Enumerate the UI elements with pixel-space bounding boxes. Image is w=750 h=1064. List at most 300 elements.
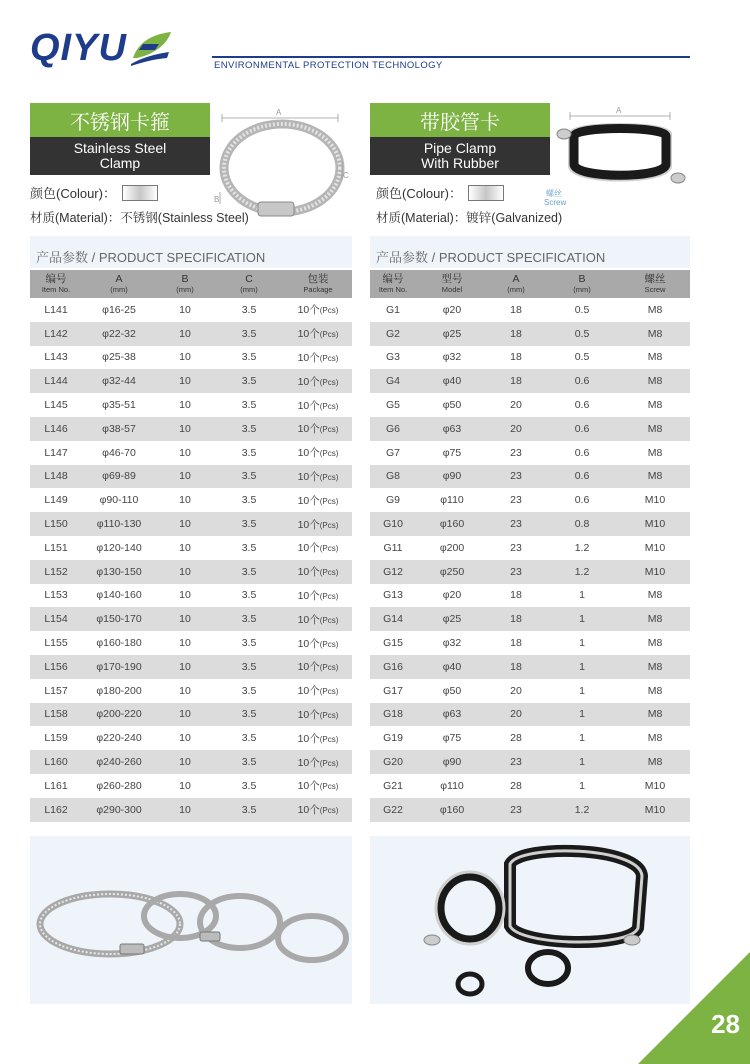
table-row: [370, 726, 690, 750]
table-cell: [416, 488, 488, 512]
column-header-title: C: [245, 272, 253, 285]
table-row: [370, 798, 690, 822]
cell-value: 10: [179, 422, 191, 435]
table-row: [30, 655, 352, 679]
table-cell: [30, 298, 82, 322]
table-cell: [620, 465, 690, 489]
table-cell: [30, 536, 82, 560]
table-cell: [82, 393, 156, 417]
cell-value: 10: [179, 470, 191, 483]
cell-value: 1: [579, 637, 585, 650]
table-cell: [488, 441, 544, 465]
table-cell: [416, 322, 488, 346]
table-cell: [488, 512, 544, 536]
table-cell: [156, 798, 214, 822]
cell-value: M8: [647, 422, 663, 435]
logo-leaf-icon: [129, 28, 173, 68]
cell-value: M8: [647, 708, 663, 721]
table-cell: [416, 417, 488, 441]
table-cell: [156, 322, 214, 346]
cell-value: φ250: [439, 565, 465, 578]
cell-value: φ40: [442, 375, 462, 388]
table-cell: [214, 298, 284, 322]
table-cell: [370, 441, 416, 465]
package-unit: (Pcs): [319, 520, 339, 530]
cell-value: 3.5: [241, 375, 257, 388]
column-header: [82, 270, 156, 298]
cell-value: G3: [385, 351, 400, 364]
cell-value: 10个: [297, 780, 320, 793]
table-cell: [82, 679, 156, 703]
table-cell: [156, 488, 214, 512]
cell-value: 28: [510, 732, 522, 745]
package-unit: (Pcs): [319, 496, 339, 506]
table-cell: [284, 726, 352, 750]
diagram-label-c: C: [343, 171, 349, 180]
cell-value: φ63: [442, 708, 462, 721]
right-colour-row: [376, 183, 504, 202]
cell-value: 10: [179, 494, 191, 507]
cell-value: 10个: [297, 732, 320, 745]
table-cell: [214, 488, 284, 512]
cell-value: φ40: [442, 660, 462, 673]
cell-value: 10个: [297, 685, 320, 698]
table-cell: [544, 631, 620, 655]
cell-value: G2: [385, 327, 400, 340]
cell-value: M8: [647, 446, 663, 459]
stainless-clamps-illustration: [30, 836, 352, 1004]
table-cell: [544, 798, 620, 822]
table-cell: [416, 560, 488, 584]
table-cell: [82, 774, 156, 798]
right-product-name-cn: 带胶管卡: [370, 103, 550, 137]
cell-value: φ130-150: [96, 565, 142, 578]
table-cell: [214, 417, 284, 441]
diagram-label-a-right: A: [616, 106, 622, 115]
table-cell: [620, 750, 690, 774]
table-cell: [284, 536, 352, 560]
left-spec-title: 产品参数 / PRODUCT SPECIFICATION: [36, 250, 266, 265]
package-unit: (Pcs): [319, 568, 339, 578]
table-cell: [30, 774, 82, 798]
package-unit: (Pcs): [319, 425, 339, 435]
column-header-subtitle: (mm): [176, 284, 194, 294]
cell-value: G5: [385, 399, 400, 412]
table-cell: [370, 298, 416, 322]
table-cell: [30, 726, 82, 750]
cell-value: M10: [644, 565, 666, 578]
right-product-name-en: [370, 137, 550, 175]
cell-value: 23: [510, 470, 522, 483]
table-row: [30, 441, 352, 465]
cell-value: 1: [579, 756, 585, 769]
table-cell: [544, 441, 620, 465]
table-cell: [620, 631, 690, 655]
cell-value: L143: [44, 351, 68, 364]
table-cell: [82, 488, 156, 512]
cell-value: 10个: [297, 708, 320, 721]
table-cell: [370, 679, 416, 703]
cell-value: M8: [647, 732, 663, 745]
cell-value: M8: [647, 399, 663, 412]
cell-value: 10: [179, 446, 191, 459]
table-cell: [370, 607, 416, 631]
cell-value: L149: [44, 494, 68, 507]
package-unit: (Pcs): [319, 615, 339, 625]
table-cell: [156, 750, 214, 774]
table-cell: [488, 798, 544, 822]
left-product-header: [30, 103, 210, 175]
table-cell: [620, 441, 690, 465]
table-cell: [488, 417, 544, 441]
cell-value: 10: [179, 613, 191, 626]
table-cell: [284, 417, 352, 441]
table-cell: [214, 322, 284, 346]
cell-value: M10: [644, 494, 666, 507]
table-cell: [284, 703, 352, 727]
table-row: [370, 512, 690, 536]
table-cell: [30, 417, 82, 441]
table-cell: [416, 536, 488, 560]
cell-value: 10个: [297, 447, 320, 460]
table-cell: [370, 703, 416, 727]
cell-value: L152: [44, 565, 68, 578]
column-header: [156, 270, 214, 298]
cell-value: 18: [510, 351, 522, 364]
table-cell: [416, 465, 488, 489]
package-unit: (Pcs): [319, 306, 339, 316]
cell-value: 18: [510, 589, 522, 602]
table-cell: [620, 703, 690, 727]
table-cell: [416, 750, 488, 774]
column-header-title: 编号: [382, 272, 404, 285]
table-cell: [284, 346, 352, 370]
cell-value: 10: [179, 684, 191, 697]
cell-value: 10个: [297, 756, 320, 769]
column-header: [214, 270, 284, 298]
table-cell: [620, 393, 690, 417]
table-cell: [156, 655, 214, 679]
table-cell: [488, 298, 544, 322]
table-cell: [30, 631, 82, 655]
table-row: [370, 655, 690, 679]
table-row: [30, 298, 352, 322]
cell-value: G16: [383, 660, 403, 673]
table-cell: [156, 536, 214, 560]
cell-value: φ200-220: [96, 708, 142, 721]
cell-value: 0.5: [574, 327, 590, 340]
cell-value: 10: [179, 660, 191, 673]
table-row: [30, 679, 352, 703]
cell-value: L161: [44, 779, 68, 792]
table-cell: [156, 441, 214, 465]
table-cell: [30, 465, 82, 489]
column-header-title: 型号: [441, 272, 463, 285]
column-header-subtitle: (mm): [110, 284, 128, 294]
cell-value: φ90: [442, 756, 462, 769]
cell-value: φ110: [440, 779, 464, 792]
column-header: [544, 270, 620, 298]
table-cell: [488, 679, 544, 703]
cell-value: φ260-280: [96, 779, 142, 792]
cell-value: L144: [44, 375, 68, 388]
table-cell: [284, 798, 352, 822]
column-header: [284, 270, 352, 298]
cell-value: 3.5: [241, 779, 257, 792]
cell-value: φ63: [442, 422, 462, 435]
cell-value: G8: [385, 470, 400, 483]
cell-value: 10个: [297, 518, 320, 531]
column-header-subtitle: (mm): [507, 284, 525, 294]
table-cell: [284, 369, 352, 393]
cell-value: φ160-180: [96, 637, 142, 650]
table-cell: [82, 298, 156, 322]
cell-value: 20: [510, 684, 522, 697]
cell-value: φ50: [442, 684, 462, 697]
table-cell: [82, 346, 156, 370]
table-row: [370, 560, 690, 584]
table-cell: [156, 584, 214, 608]
table-row: [30, 512, 352, 536]
table-cell: [214, 798, 284, 822]
table-cell: [416, 346, 488, 370]
cell-value: G10: [383, 518, 403, 531]
cell-value: 10: [179, 518, 191, 531]
column-header: [30, 270, 82, 298]
cell-value: 10个: [297, 375, 320, 388]
cell-value: G19: [383, 732, 403, 745]
table-cell: [30, 655, 82, 679]
cell-value: 20: [510, 399, 522, 412]
cell-value: 10: [179, 541, 191, 554]
cell-value: M8: [647, 351, 663, 364]
package-unit: (Pcs): [319, 639, 339, 649]
cell-value: 3.5: [241, 518, 257, 531]
cell-value: 10: [179, 375, 191, 388]
table-cell: [214, 369, 284, 393]
table-cell: [214, 631, 284, 655]
cell-value: 10个: [297, 351, 320, 364]
cell-value: L155: [44, 637, 68, 650]
package-unit: (Pcs): [319, 544, 339, 554]
package-unit: (Pcs): [319, 758, 339, 768]
table-cell: [544, 726, 620, 750]
right-material-label: 材质(Material)：: [376, 211, 467, 225]
cell-value: φ140-160: [96, 589, 142, 602]
cell-value: φ200: [439, 541, 465, 554]
table-cell: [284, 465, 352, 489]
cell-value: 20: [510, 708, 522, 721]
table-row: [370, 488, 690, 512]
cell-value: φ220-240: [96, 732, 142, 745]
cell-value: 10: [179, 803, 191, 816]
cell-value: 3.5: [241, 637, 257, 650]
table-cell: [30, 584, 82, 608]
left-colour-label: 颜色(Colour)：: [30, 186, 116, 201]
cell-value: 1.2: [574, 541, 590, 554]
column-header-subtitle: Model: [441, 284, 463, 294]
table-cell: [82, 750, 156, 774]
table-cell: [544, 346, 620, 370]
cell-value: 3.5: [241, 351, 257, 364]
left-product-name-en-line1: Stainless Steel: [73, 140, 167, 156]
cell-value: 18: [510, 303, 522, 316]
cell-value: 23: [510, 541, 522, 554]
cell-value: L160: [44, 756, 68, 769]
cell-value: 3.5: [241, 803, 257, 816]
package-unit: (Pcs): [319, 806, 339, 816]
right-material-row: [376, 208, 562, 226]
cell-value: φ160: [439, 518, 465, 531]
cell-value: 0.6: [574, 494, 590, 507]
table-cell: [416, 584, 488, 608]
cell-value: 3.5: [241, 303, 257, 316]
cell-value: L157: [44, 684, 68, 697]
table-cell: [416, 607, 488, 631]
cell-value: 3.5: [241, 756, 257, 769]
left-material-value: 不锈钢(Stainless Steel): [120, 211, 249, 225]
table-row: [370, 774, 690, 798]
table-cell: [156, 726, 214, 750]
package-unit: (Pcs): [319, 472, 339, 482]
cell-value: 10: [179, 399, 191, 412]
table-cell: [544, 703, 620, 727]
cell-value: φ50: [442, 399, 462, 412]
table-cell: [30, 560, 82, 584]
table-cell: [544, 369, 620, 393]
table-cell: [416, 512, 488, 536]
table-cell: [488, 322, 544, 346]
table-cell: [416, 369, 488, 393]
cell-value: L145: [44, 399, 68, 412]
table-cell: [82, 798, 156, 822]
table-cell: [416, 798, 488, 822]
table-cell: [620, 679, 690, 703]
table-row: [370, 441, 690, 465]
table-cell: [214, 584, 284, 608]
table-cell: [30, 346, 82, 370]
cell-value: φ46-70: [102, 446, 136, 459]
table-cell: [620, 774, 690, 798]
right-colour-label: 颜色(Colour)：: [376, 186, 462, 201]
left-table-header-row: [30, 270, 352, 298]
cell-value: φ25: [442, 613, 462, 626]
cell-value: φ150-170: [96, 613, 142, 626]
cell-value: 1: [579, 660, 585, 673]
column-header-subtitle: (mm): [240, 284, 258, 294]
column-header-title: 螺丝: [644, 272, 666, 285]
cell-value: M8: [647, 375, 663, 388]
table-cell: [620, 560, 690, 584]
table-cell: [370, 488, 416, 512]
table-cell: [214, 512, 284, 536]
cell-value: 1: [579, 613, 585, 626]
table-cell: [284, 655, 352, 679]
cell-value: 10个: [297, 566, 320, 579]
table-cell: [544, 512, 620, 536]
table-cell: [30, 441, 82, 465]
cell-value: φ32: [442, 637, 462, 650]
table-row: [30, 560, 352, 584]
cell-value: φ75: [442, 446, 462, 459]
column-header-subtitle: Screw: [644, 284, 666, 294]
cell-value: M8: [647, 589, 663, 602]
cell-value: G4: [385, 375, 400, 388]
cell-value: 23: [510, 446, 522, 459]
table-cell: [488, 750, 544, 774]
table-row: [370, 465, 690, 489]
cell-value: 10个: [297, 589, 320, 602]
table-row: [370, 417, 690, 441]
column-header: [620, 270, 690, 298]
table-cell: [544, 750, 620, 774]
cell-value: 0.8: [574, 518, 590, 531]
table-cell: [370, 726, 416, 750]
table-cell: [156, 298, 214, 322]
table-cell: [620, 536, 690, 560]
pipe-clamp-diagram: [540, 104, 700, 216]
table-cell: [82, 417, 156, 441]
table-cell: [82, 441, 156, 465]
table-cell: [488, 346, 544, 370]
brand-logo: [30, 26, 173, 70]
table-cell: [30, 703, 82, 727]
table-cell: [156, 679, 214, 703]
cell-value: 10: [179, 708, 191, 721]
left-product-name-en: [30, 137, 210, 175]
table-cell: [30, 488, 82, 512]
cell-value: 10: [179, 327, 191, 340]
table-cell: [214, 393, 284, 417]
table-row: [370, 703, 690, 727]
table-row: [370, 322, 690, 346]
left-table-body: [30, 298, 352, 822]
table-cell: [284, 441, 352, 465]
cell-value: 10: [179, 589, 191, 602]
table-cell: [82, 584, 156, 608]
cell-value: L147: [44, 446, 68, 459]
cell-value: 20: [510, 422, 522, 435]
cell-value: 10个: [297, 399, 320, 412]
table-cell: [284, 560, 352, 584]
cell-value: 3.5: [241, 684, 257, 697]
cell-value: 3.5: [241, 399, 257, 412]
table-cell: [370, 750, 416, 774]
table-cell: [30, 369, 82, 393]
table-row: [30, 393, 352, 417]
left-colour-row: [30, 183, 158, 202]
table-row: [30, 798, 352, 822]
cell-value: 18: [510, 613, 522, 626]
right-spec-title: 产品参数 / PRODUCT SPECIFICATION: [376, 250, 606, 265]
cell-value: G9: [385, 494, 400, 507]
cell-value: 10个: [297, 423, 320, 436]
table-cell: [82, 655, 156, 679]
table-cell: [488, 774, 544, 798]
table-cell: [416, 655, 488, 679]
table-row: [30, 536, 352, 560]
column-header-title: 包装: [307, 272, 329, 285]
table-cell: [284, 774, 352, 798]
column-header-title: A: [512, 272, 520, 285]
left-spec-table: [30, 270, 352, 822]
table-cell: [370, 655, 416, 679]
column-header-subtitle: Package: [303, 284, 333, 294]
cell-value: G15: [383, 637, 403, 650]
cell-value: M8: [647, 684, 663, 697]
logo-text: QIYU: [30, 26, 127, 69]
package-unit: (Pcs): [319, 663, 339, 673]
